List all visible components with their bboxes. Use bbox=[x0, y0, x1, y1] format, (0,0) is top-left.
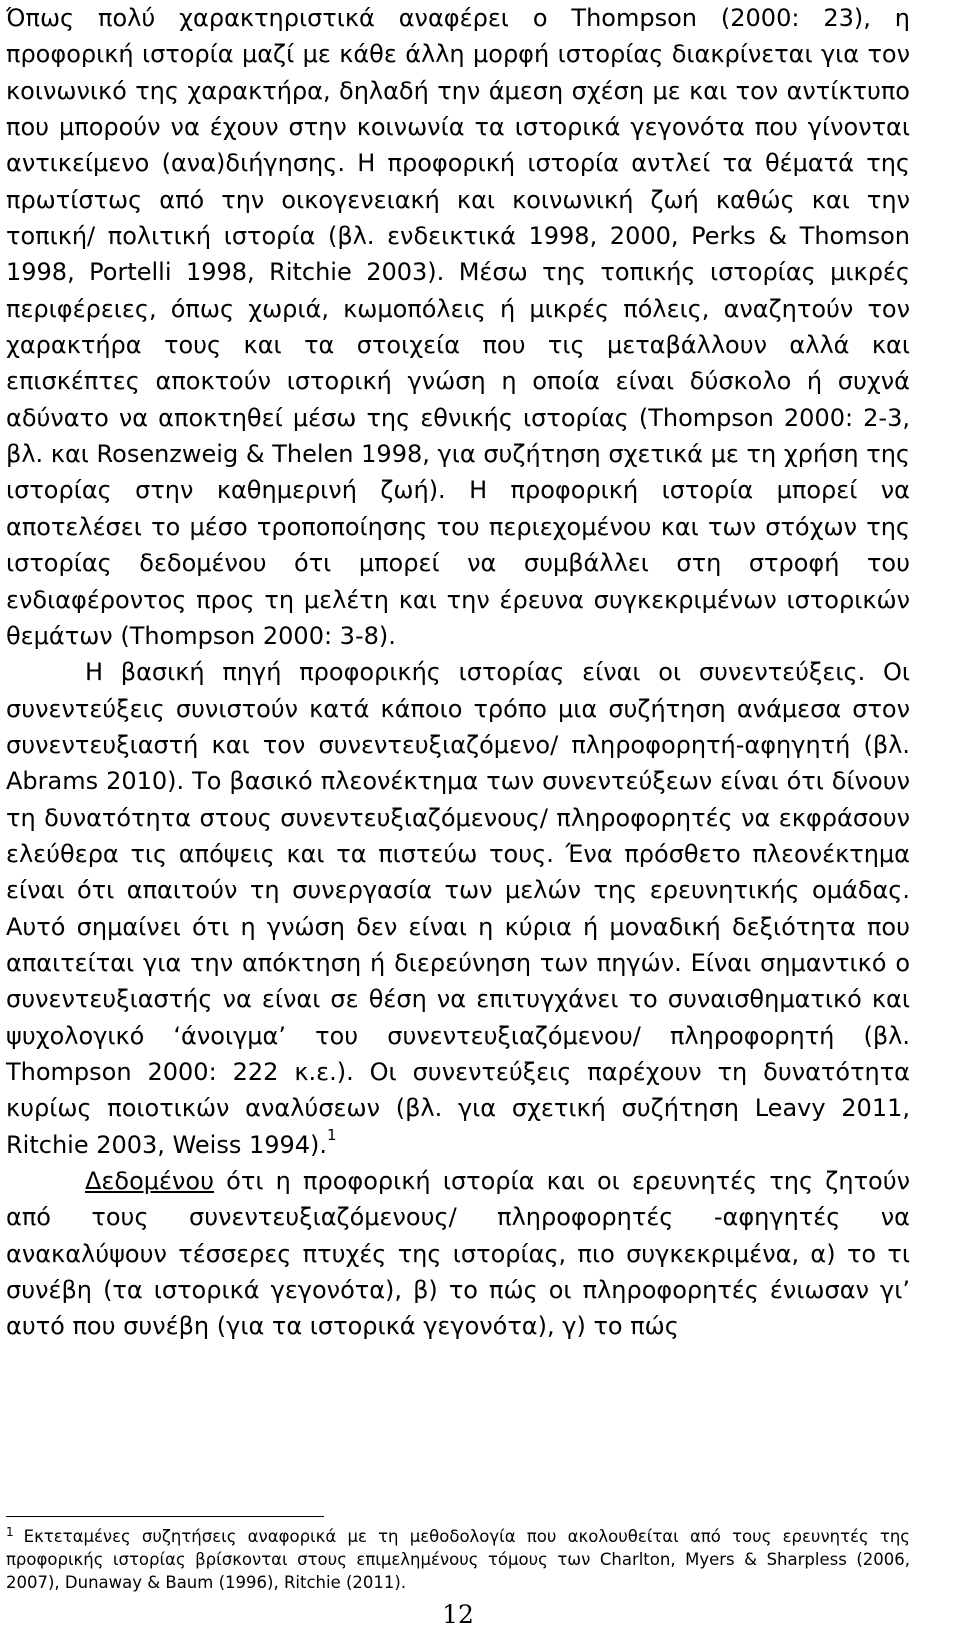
footnote-text: Εκτεταμένες συζητήσεις αναφορικά με τη μεθοδολογία που ακολουθείται από τους ερευνητές της προφορικής ιστορίας βρίσκονται στους επιμελημένους τόμους των Charlton, Myers & Sharpless (2006, 2007), Dunaway & Baum (1996), Ritchie (2011). bbox=[6, 1527, 910, 1592]
paragraph-2 bbox=[6, 654, 910, 1163]
footnotes bbox=[6, 1525, 910, 1594]
paragraph-3-first-word: Δεδομένου bbox=[85, 1167, 214, 1195]
footnote-marker: 1 bbox=[6, 1524, 14, 1539]
footnote-1 bbox=[6, 1525, 910, 1594]
page-number: 12 bbox=[442, 1600, 474, 1629]
paragraph-1: Όπως πολύ χαρακτηριστικά αναφέρει ο Thompson (2000: 23), η προφορική ιστορία μαζί με κάθε άλλη μορφή ιστορίας διακρίνεται για τον κοινωνικό της χαρακτήρα, δηλαδή την άμεση σχέση με και τον αντίκτυπο που μπορούν να έχουν στην κοινωνία τα ιστορικά γεγονότα που γίνονται αντικείμενο (ανα)διήγησης. Η προφορική ιστορία αντλεί τα θέματά της πρωτίστως από την οικογενειακή και κοινωνική ζωή καθώς και την τοπική/ πολιτική ιστορία (βλ. ενδεικτικά 1998, 2000, Perks & Thomson 1998, Portelli 1998, Ritchie 2003). Μέσω της τοπικής ιστορίας μικρές περιφέρειες, όπως χωριά, κωμοπόλεις ή μικρές πόλεις, αναζητούν τον χαρακτήρα τους και τα στοιχεία που τις μεταβάλλουν αλλά και επισκέπτες αποκτούν ιστορική γνώση η οποία είναι δύσκολο ή συχνά αδύνατο να αποκτηθεί μέσω της εθνικής ιστορίας (Thompson 2000: 2-3, βλ. και Rosenzweig & Thelen 1998, για συζήτηση σχετικά με τη χρήση της ιστορίας στην καθημερινή ζωή). Η προφορική ιστορία μπορεί να αποτελέσει το μέσο τροποποίησης του περιεχομένου και των στόχων της ιστορίας δεδομένου ότι μπορεί να συμβάλλει στη στροφή του ενδιαφέροντος προς τη μελέτη και την έρευνα συγκεκριμένων ιστορικών θεμάτων (Thompson 2000: 3-8). bbox=[6, 4, 910, 650]
paragraph-3-text: ότι η προφορική ιστορία και οι ερευνητές της ζητούν από τους συνεντευξιαζόμενους/ πληροφορητές -αφηγητές να ανακαλύψουν τέσσερες πτυχές της ιστορίας, πιο συγκεκριμένα, α) το τι συνέβη (τα ιστορικά γεγονότα), β) το πώς οι πληροφορητές ένιωσαν γι’ αυτό που συνέβη (για τα ιστορικά γεγονότα), γ) το πώς bbox=[6, 1167, 910, 1341]
paragraph-2-text: Η βασική πηγή προφορικής ιστορίας είναι οι συνεντεύξεις. Οι συνεντεύξεις συνιστούν κατά κάποιο τρόπο μια συζήτηση ανάμεσα στον συνεντευξιαστή και τον συνεντευξιαζόμενο/ πληροφορητή-αφηγητή (βλ. Abrams 2010). Το βασικό πλεονέκτημα των συνεντεύξεων είναι ότι δίνουν τη δυνατότητα στους συνεντευξιαζόμενους/ πληροφορητές να εκφράσουν ελεύθερα τις απόψεις και τα πιστεύω τους. Ένα πρόσθετο πλεονέκτημα είναι ότι απαιτούν τη συνεργασία των μελών της ερευνητικής ομάδας. Αυτό σημαίνει ότι η γνώση δεν είναι η κύρια ή μοναδική δεξιότητα που απαιτείται για την απόκτηση ή διερεύνηση των πηγών. Είναι σημαντικό ο συνεντευξιαστής να είναι σε θέση να επιτυγχάνει το συναισθηματικό και ψυχολογικό ‘άνοιγμα’ του συνεντευξιαζόμενου/ πληροφορητή (βλ. Thompson 2000: 222 κ.ε.). Οι συνεντεύξεις παρέχουν τη δυνατότητα κυρίως ποιοτικών αναλύσεων (βλ. για σχετική συζήτηση Leavy 2011, Ritchie 2003, Weiss 1994). bbox=[6, 658, 910, 1159]
body-text bbox=[6, 0, 910, 1345]
paragraph-3 bbox=[6, 1163, 910, 1345]
footnote-divider bbox=[6, 1516, 324, 1517]
footnote-reference[interactable]: 1 bbox=[327, 1125, 337, 1144]
